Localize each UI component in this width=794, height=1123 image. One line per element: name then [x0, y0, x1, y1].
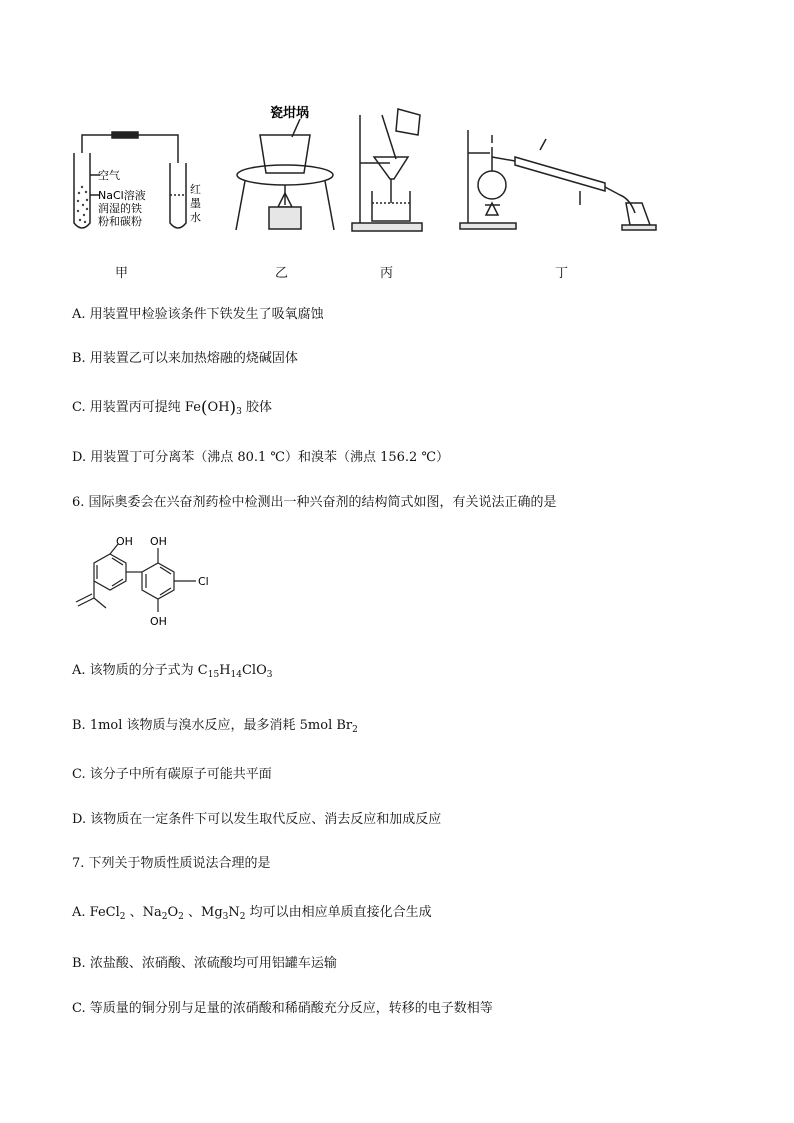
jia-ink-label-1: 红 [190, 183, 201, 196]
q7-option-b: B. 浓盐酸、浓硝酸、浓硫酸均可用铝罐车运输 [72, 956, 337, 971]
jia-ink-label-3: 水 [190, 211, 201, 224]
oh-label-1: OH [116, 535, 133, 548]
apparatus-yi [236, 119, 334, 230]
q6-option-a: A. 该物质的分子式为 $C_{15}H_{14}ClO_3$ [72, 663, 273, 680]
jia-solution-label-2: 润湿的铁 [98, 202, 142, 215]
jia-ink-label-2: 墨 [190, 197, 201, 210]
jia-air-label: 空气 [98, 169, 120, 182]
apparatus-figure [60, 95, 660, 245]
jia-solution-label-3: 粉和碳粉 [98, 215, 142, 228]
caption-yi: 乙 [275, 266, 289, 281]
q6-stem: 6. 国际奥委会在兴奋剂药检中检测出一种兴奋剂的结构简式如图，有关说法正确的是 [72, 495, 557, 510]
yi-crucible-label: 瓷坩埚 [270, 106, 310, 121]
q5-option-b: B. 用装置乙可以来加热熔融的烧碱固体 [72, 351, 298, 366]
q6-option-b: B. 1mol 该物质与溴水反应，最多消耗 5mol $Br_2$ [72, 718, 358, 735]
apparatus-ding [460, 130, 656, 230]
q5-option-d: D. 用装置丁可分离苯（沸点 80.1 ℃）和溴苯（沸点 156.2 ℃） [72, 450, 450, 465]
q7-option-c: C. 等质量的铜分别与足量的浓硝酸和稀硝酸充分反应，转移的电子数相等 [72, 1001, 493, 1016]
q6-structure-diagram [66, 532, 226, 632]
q7-option-a: A. FeCl$_2$ 、$Na_2O_2$ 、$Mg_3N_2$ 均可以由相应单质直接化合生成 [72, 905, 432, 922]
oh-label-3: OH [150, 615, 167, 628]
q7-stem: 7. 下列关于物质性质说法合理的是 [72, 856, 271, 871]
caption-ding: 丁 [555, 266, 569, 281]
q5-option-a: A. 用装置甲检验该条件下铁发生了吸氧腐蚀 [72, 307, 324, 322]
q6-option-c: C. 该分子中所有碳原子可能共平面 [72, 767, 272, 782]
q5-option-c: C. 用装置丙可提纯 $Fe(OH)_3$ 胶体 [72, 398, 273, 418]
jia-solution-label-1: NaCl溶液 [98, 189, 146, 202]
q6-option-d: D. 该物质在一定条件下可以发生取代反应、消去反应和加成反应 [72, 812, 442, 827]
cl-label: Cl [198, 575, 209, 588]
oh-label-2: OH [150, 535, 167, 548]
caption-bing: 丙 [380, 266, 394, 281]
apparatus-bing [352, 109, 422, 231]
caption-jia: 甲 [115, 266, 129, 281]
